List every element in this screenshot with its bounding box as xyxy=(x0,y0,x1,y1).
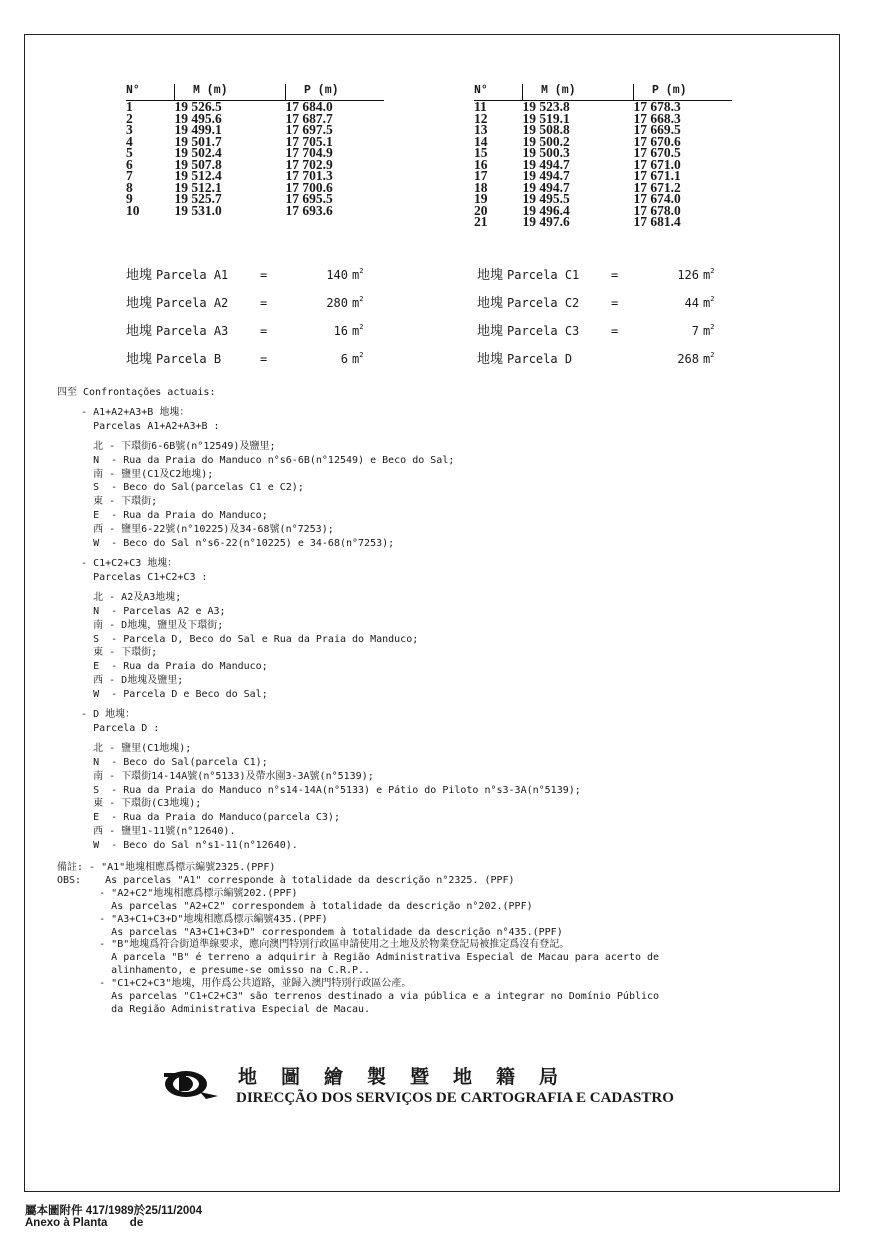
table-row xyxy=(474,136,732,148)
confrontation-line: 東 - 下環街(C3地塊); xyxy=(57,798,202,810)
point-number: 16 xyxy=(474,156,488,172)
table-row xyxy=(126,170,384,182)
coord-m: 19 500.2 xyxy=(522,133,570,149)
coord-m: 19 512.1 xyxy=(174,179,222,195)
confrontation-line: W - Beco do Sal n°s6-22(n°10225) e 34-68(n°7253); xyxy=(57,538,395,550)
area-unit xyxy=(352,323,363,338)
equals-sign: = xyxy=(611,296,619,310)
point-number: 12 xyxy=(474,110,488,126)
unit-exponent: 2 xyxy=(710,267,715,275)
area-value: 6 xyxy=(340,352,349,366)
equals-sign: = xyxy=(611,324,619,338)
obs-line: As parcelas "A2+C2" correspondem à totalidade da descrição n°202.(PPF) xyxy=(57,900,533,912)
observations-section xyxy=(57,862,817,1017)
point-number: 10 xyxy=(126,202,140,218)
confrontation-line: 東 - 下環街; xyxy=(57,647,158,659)
parcel-area-row xyxy=(126,264,363,292)
coord-p: 17 671.2 xyxy=(633,179,681,195)
unit-exponent: 2 xyxy=(359,267,364,275)
confrontation-line: N - Beco do Sal(parcela C1); xyxy=(57,756,268,768)
point-number: 17 xyxy=(474,168,488,183)
point-number: 4 xyxy=(126,133,133,149)
equals-sign: = xyxy=(260,324,268,338)
parcel-label-cn: 地塊 xyxy=(126,352,153,367)
confrontation-line: Parcelas A1+A2+A3+B : xyxy=(57,420,220,432)
parcel-label-cn: 地塊 xyxy=(477,296,504,311)
parcel-label-cn: 地塊 xyxy=(126,268,153,283)
coord-p: 17 671.0 xyxy=(633,156,681,172)
col-header-p: P (m) xyxy=(286,84,385,101)
table-row xyxy=(126,113,384,125)
unit-exponent: 2 xyxy=(359,351,364,359)
unit-text: m xyxy=(352,324,360,338)
unit-text: m xyxy=(703,296,711,310)
confrontation-line: 南 - 下環街14-14A號(n°5133)及帶水園3-3A號(n°5139); xyxy=(57,770,374,782)
coord-p: 17 687.7 xyxy=(285,110,333,126)
coord-m: 19 495.6 xyxy=(174,110,222,126)
unit-exponent: 2 xyxy=(710,323,715,331)
point-number: 8 xyxy=(126,179,133,195)
table-row xyxy=(474,193,732,205)
point-number: 14 xyxy=(474,133,488,149)
coord-p: 17 684.0 xyxy=(285,99,333,114)
coord-m: 19 507.8 xyxy=(174,156,222,172)
point-number: 9 xyxy=(126,191,133,206)
unit-text: m xyxy=(352,352,360,366)
point-number: 3 xyxy=(126,122,133,137)
parcel-area-row xyxy=(477,292,714,320)
agency-name-chinese: 地圖繪製暨地籍局 xyxy=(238,1066,583,1088)
parcel-label-cn: 地塊 xyxy=(477,352,504,367)
table-row xyxy=(126,182,384,194)
coord-p: 17 700.6 xyxy=(285,179,333,195)
parcel-areas-left xyxy=(126,264,363,376)
point-number: 5 xyxy=(126,145,133,160)
parcel-name: Parcela D xyxy=(507,352,573,366)
parcel-area-row xyxy=(477,264,714,292)
obs-line: - "B"地塊爲符合街道準線要求，應向澳門特別行政區申請使用之土地及於物業登記局被推定爲沒有登記。 xyxy=(57,939,570,951)
area-unit xyxy=(703,267,714,282)
confrontations-section xyxy=(57,386,817,853)
confrontation-line: W - Beco do Sal n°s1-11(n°12640). xyxy=(57,840,298,852)
coord-p: 17 671.1 xyxy=(633,168,681,183)
table-row xyxy=(474,216,732,228)
coord-p: 17 678.3 xyxy=(633,99,681,114)
confrontation-line: 西 - 鹽里6-22號(n°10225)及34-68號(n°7253); xyxy=(57,524,334,536)
coord-m: 19 531.0 xyxy=(174,202,222,218)
coord-m: 19 519.1 xyxy=(522,110,570,126)
area-value: 280 xyxy=(326,296,349,310)
coord-p: 17 693.6 xyxy=(285,202,333,218)
unit-text: m xyxy=(703,324,711,338)
confrontation-line: 南 - D地塊，鹽里及下環街; xyxy=(57,619,224,631)
col-header-p: P (m) xyxy=(634,84,733,101)
unit-exponent: 2 xyxy=(359,323,364,331)
agency-footer xyxy=(162,1062,722,1112)
table-row xyxy=(474,182,732,194)
unit-exponent: 2 xyxy=(359,295,364,303)
parcel-name: Parcela C2 xyxy=(507,296,580,310)
col-header-n: N° xyxy=(474,84,523,101)
unit-exponent: 2 xyxy=(710,295,715,303)
parcel-name: Parcela A1 xyxy=(156,268,229,282)
annex-note-line-2: Anexo à Planta de xyxy=(25,1216,144,1229)
equals-sign: = xyxy=(260,268,268,282)
table-row xyxy=(126,159,384,171)
table-row xyxy=(474,101,732,113)
obs-line: - "C1+C2+C3"地塊，用作爲公共道路，並歸入澳門特別行政區公產。 xyxy=(57,978,412,990)
coord-m: 19 500.3 xyxy=(522,145,570,160)
coord-p: 17 705.1 xyxy=(285,133,333,149)
area-value: 140 xyxy=(326,268,349,282)
equals-sign: = xyxy=(611,268,619,282)
coord-m: 19 494.7 xyxy=(522,179,570,195)
unit-text: m xyxy=(703,352,711,366)
parcel-name: Parcela C1 xyxy=(507,268,580,282)
col-header-m: M (m) xyxy=(523,84,634,101)
area-value: 126 xyxy=(677,268,700,282)
area-value: 44 xyxy=(684,296,700,310)
table-row xyxy=(474,170,732,182)
coord-m: 19 496.4 xyxy=(522,202,570,218)
obs-line: alinhamento, e presume-se omisso na C.R.P.. xyxy=(57,965,371,977)
confrontation-line: 東 - 下環街; xyxy=(57,496,158,508)
col-header-n: N° xyxy=(126,84,175,101)
point-number: 7 xyxy=(126,168,133,183)
table-row xyxy=(126,193,384,205)
confrontation-line: N - Rua da Praia do Manduco n°s6-6B(n°12549) e Beco do Sal; xyxy=(57,454,455,466)
coord-p: 17 695.5 xyxy=(285,191,333,206)
coord-m: 19 512.4 xyxy=(174,168,222,183)
coord-p: 17 674.0 xyxy=(633,191,681,206)
confrontation-line: E - Rua da Praia do Manduco(parcela C3); xyxy=(57,812,340,824)
coord-p: 17 678.0 xyxy=(633,202,681,218)
dscc-logo-icon xyxy=(162,1066,222,1100)
unit-exponent: 2 xyxy=(710,351,715,359)
table-body xyxy=(474,101,732,228)
parcel-area-row xyxy=(126,292,363,320)
coordinates-table-right xyxy=(474,84,732,228)
equals-sign: = xyxy=(260,352,268,366)
obs-line: As parcelas "C1+C2+C3" são terrenos destinado a via pública e a integrar no Domínio Público xyxy=(57,991,660,1003)
table-row xyxy=(126,147,384,159)
table-body xyxy=(126,101,384,217)
confrontation-line: - D 地塊： xyxy=(57,709,136,721)
area-unit xyxy=(703,295,714,310)
confrontation-line: 北 - 鹽里(C1地塊); xyxy=(57,742,192,754)
parcel-name: Parcela A2 xyxy=(156,296,229,310)
point-number: 11 xyxy=(474,99,487,114)
area-unit xyxy=(352,351,363,366)
obs-line: da Região Administrativa Especial de Macau. xyxy=(57,1003,371,1015)
table-row xyxy=(126,136,384,148)
table-row xyxy=(474,205,732,217)
confrontation-line: S - Beco do Sal(parcelas C1 e C2); xyxy=(57,482,304,494)
parcel-area-row xyxy=(126,320,363,348)
confrontation-line: E - Rua da Praia do Manduco; xyxy=(57,661,268,673)
table-row xyxy=(126,101,384,113)
area-unit xyxy=(703,323,714,338)
annex-note-line-1: 屬本圖附件 417/1989於25/11/2004 xyxy=(25,1205,203,1217)
confrontation-line: Parcelas C1+C2+C3 : xyxy=(57,571,208,583)
point-number: 6 xyxy=(126,156,133,172)
obs-line: A parcela "B" é terreno a adquirir à Região Administrativa Especial de Macau para acerto de xyxy=(57,952,660,964)
coord-m: 19 494.7 xyxy=(522,156,570,172)
parcel-name: Parcela C3 xyxy=(507,324,580,338)
area-unit xyxy=(703,351,714,366)
unit-text: m xyxy=(703,268,711,282)
agency-name-portuguese: DIRECÇÃO DOS SERVIÇOS DE CARTOGRAFIA E CADASTRO xyxy=(236,1090,674,1106)
area-unit xyxy=(352,267,363,282)
table-row xyxy=(126,205,384,217)
unit-text: m xyxy=(352,296,360,310)
area-value: 16 xyxy=(333,324,349,338)
confrontation-line: 西 - 鹽里1-11號(n°12640). xyxy=(57,826,236,838)
coord-p: 17 704.9 xyxy=(285,145,333,160)
confrontation-line: S - Parcela D, Beco do Sal e Rua da Praia do Manduco; xyxy=(57,633,419,645)
area-value: 268 xyxy=(677,352,700,366)
coord-p: 17 681.4 xyxy=(633,214,681,229)
confrontation-line: W - Parcela D e Beco do Sal; xyxy=(57,689,268,701)
table-row xyxy=(474,147,732,159)
coord-m: 19 523.8 xyxy=(522,99,570,114)
coord-m: 19 526.5 xyxy=(174,99,222,114)
unit-text: m xyxy=(352,268,360,282)
parcel-label-cn: 地塊 xyxy=(477,324,504,339)
point-number: 2 xyxy=(126,110,133,126)
col-header-m: M (m) xyxy=(175,84,286,101)
point-number: 13 xyxy=(474,122,488,137)
parcel-name: Parcela B xyxy=(156,352,222,366)
coord-p: 17 697.5 xyxy=(285,122,333,137)
point-number: 18 xyxy=(474,179,488,195)
point-number: 21 xyxy=(474,214,488,229)
area-value: 7 xyxy=(691,324,700,338)
coord-p: 17 670.5 xyxy=(633,145,681,160)
point-number: 1 xyxy=(126,99,133,114)
parcel-label-cn: 地塊 xyxy=(126,324,153,339)
confrontation-line: S - Rua da Praia do Manduco n°s14-14A(n°5133) e Pátio do Piloto n°s3-3A(n°5139); xyxy=(57,784,581,796)
parcel-name: Parcela A3 xyxy=(156,324,229,338)
parcel-area-row xyxy=(477,348,714,376)
coord-m: 19 499.1 xyxy=(174,122,222,137)
coord-m: 19 525.7 xyxy=(174,191,222,206)
annex-note xyxy=(25,1206,202,1229)
point-number: 15 xyxy=(474,145,488,160)
coord-p: 17 668.3 xyxy=(633,110,681,126)
coord-m: 19 502.4 xyxy=(174,145,222,160)
table-row xyxy=(474,124,732,136)
parcel-area-row xyxy=(126,348,363,376)
area-unit xyxy=(352,295,363,310)
point-number: 19 xyxy=(474,191,488,206)
confrontation-line: 南 - 鹽里(C1及C2地塊); xyxy=(57,468,214,480)
parcel-areas-right xyxy=(477,264,714,376)
confrontation-line: E - Rua da Praia do Manduco; xyxy=(57,510,268,522)
coord-m: 19 494.7 xyxy=(522,168,570,183)
confrontation-line: N - Parcelas A2 e A3; xyxy=(57,605,226,617)
coord-m: 19 508.8 xyxy=(522,122,570,137)
table-row xyxy=(126,124,384,136)
obs-line: OBS: As parcelas "A1" corresponde à totalidade da descrição n°2325. (PPF) xyxy=(57,874,515,886)
parcel-label-cn: 地塊 xyxy=(126,296,153,311)
parcel-area-row xyxy=(477,320,714,348)
confrontation-line: 西 - D地塊及鹽里; xyxy=(57,675,184,687)
confrontation-line: Parcela D : xyxy=(57,722,160,734)
equals-sign: = xyxy=(260,296,268,310)
coord-p: 17 702.9 xyxy=(285,156,333,172)
coordinates-table-left xyxy=(126,84,384,216)
coord-m: 19 495.5 xyxy=(522,191,570,206)
confrontation-line: - A1+A2+A3+B 地塊： xyxy=(57,406,190,418)
obs-line: As parcelas "A3+C1+C3+D" correspondem à totalidade da descrição n°435.(PPF) xyxy=(57,926,563,938)
confrontation-line: - C1+C2+C3 地塊： xyxy=(57,557,178,569)
point-number: 20 xyxy=(474,202,488,218)
obs-line: 備註: - "A1"地塊相應爲標示編號2325.(PPF) xyxy=(57,862,276,873)
coord-p: 17 669.5 xyxy=(633,122,681,137)
confrontation-line: 四至 Confrontações actuais: xyxy=(57,387,216,398)
table-row xyxy=(474,113,732,125)
confrontation-line: 北 - 下環街6-6B號(n°12549)及鹽里; xyxy=(57,440,276,452)
obs-line: - "A3+C1+C3+D"地塊相應爲標示編號435.(PPF) xyxy=(57,913,328,925)
table-row xyxy=(474,159,732,171)
parcel-label-cn: 地塊 xyxy=(477,268,504,283)
confrontation-line: 北 - A2及A3地塊; xyxy=(57,591,182,603)
coord-m: 19 501.7 xyxy=(174,133,222,149)
obs-line: - "A2+C2"地塊相應爲標示編號202.(PPF) xyxy=(57,887,298,899)
coord-p: 17 701.3 xyxy=(285,168,333,183)
coord-p: 17 670.6 xyxy=(633,133,681,149)
coord-m: 19 497.6 xyxy=(522,214,570,229)
